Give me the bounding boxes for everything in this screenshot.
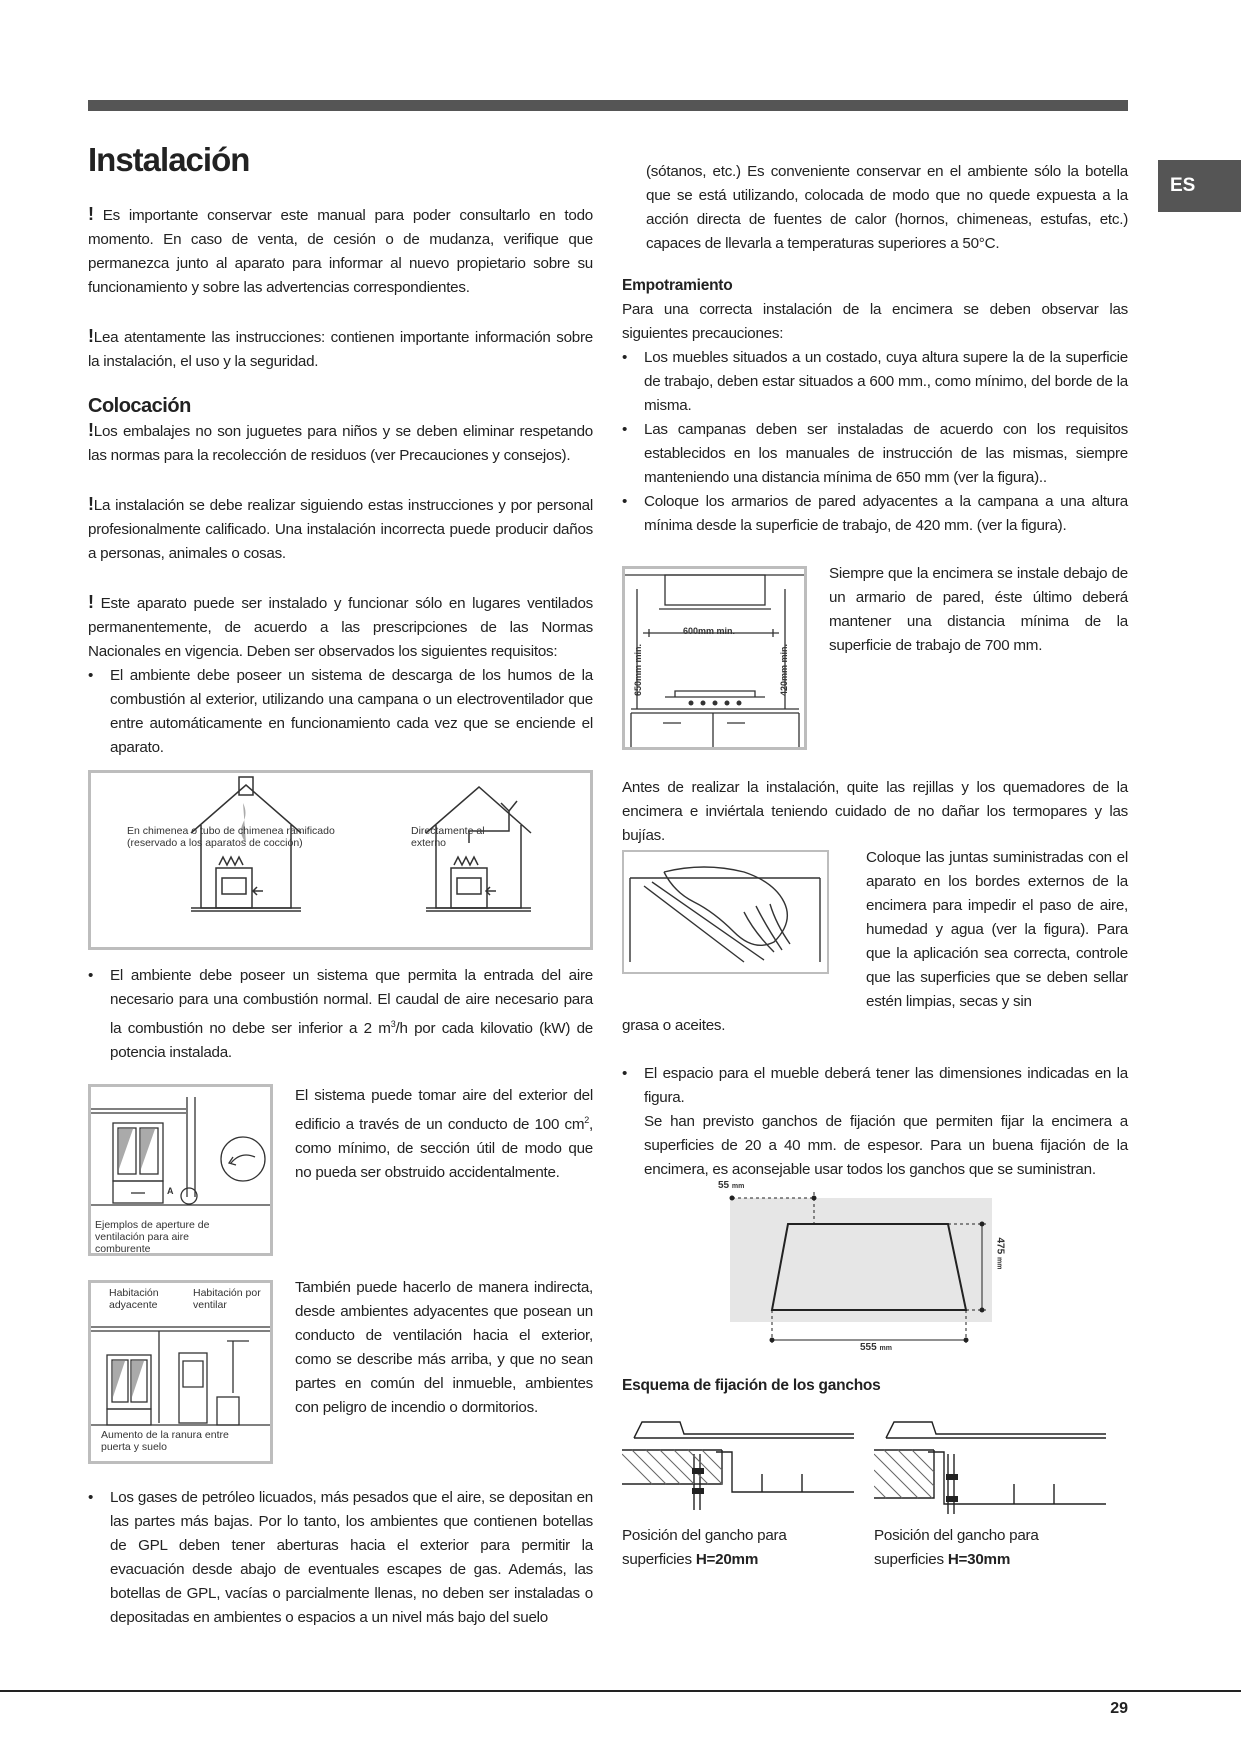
- empotramiento-intro: Para una correcta instalación de la encimera se deben observar las siguientes precauciones:: [622, 301, 1128, 342]
- intro-paragraph-2: !Lea atentamente las instrucciones: contienen importante información sobre la instalación, el uso y la seguridad.: [88, 326, 593, 370]
- furniture-bullet: • El espacio para el mueble deberá tener las dimensiones indicadas en la figura. Se han previsto ganchos de fijación que permiten fijar la encimera a superficies de 20 a 40 mm. de espesor. Para un buena fijación de la encimera, es aconsejable usar todos los ganchos que se suministran.: [622, 1062, 1128, 1182]
- hook-20mm-caption: Posición del gancho para superficies H=20mm: [622, 1527, 787, 1568]
- page-number: 29: [1110, 1700, 1128, 1717]
- requirement-bullet-3: • Los gases de petróleo licuados, más pesados que el aire, se depositan en las partes más bajas. Por lo tanto, los ambientes que contienen botellas de GPL deben tener aberturas hacia el exterior para permitir la evacuación desde abajo de eventuales escapes de gas. Además, las botellas de GPL, vacías o parcialmente llenas, no deben ser instaladas o depositadas en ambientes o espacios a un nivel más bajo del suelo: [88, 1486, 593, 1630]
- dimension-555: 555 mm: [860, 1342, 892, 1353]
- dimension-55: 55 mm: [718, 1180, 745, 1191]
- air-intake-figure: [88, 1084, 273, 1256]
- hooks-heading: Esquema de fijación de los ganchos: [622, 1377, 881, 1394]
- ventilation-caption-direct: Directamente al externo: [411, 825, 485, 849]
- colocacion-paragraph-1: !Los embalajes no son juguetes para niños y se deben eliminar respetando las normas para la recolección de residuos (ver Precauciones y consejos).: [88, 420, 593, 464]
- wall-cabinet-text: Siempre que la encimera se instale debajo de un armario de pared, éste último deberá mantener una distancia mínima de la superficie de trabajo de 700 mm.: [829, 565, 1128, 654]
- seal-illustration: [624, 852, 827, 972]
- air-intake-caption: Ejemplos de aperture de ventilación para aire comburente: [95, 1219, 210, 1255]
- adjacent-room-figure: [88, 1280, 273, 1464]
- before-installation-text: Antes de realizar la instalación, quite las rejillas y los quemadores de la encimera e inviértala teniendo cuidado de no dañar los termopares y las bujías.: [622, 779, 1128, 844]
- left-column-bullet-2: [88, 964, 593, 1065]
- cutout-dimensions-illustration: [712, 1182, 1022, 1354]
- colocacion-paragraph-2: !La instalación se debe realizar siguiendo estas instrucciones y por personal profesionalmente calificado. Una instalación incorrecta puede producir daños a personas, animales o cosas.: [88, 494, 593, 562]
- hook-20mm-figure: [622, 1414, 854, 1518]
- dimension-650: 650mm min.: [633, 643, 643, 696]
- ventilation-caption-chimney: En chimenea o tubo de chimenea ramificado (reservado a los aparatos de cocción): [127, 825, 335, 849]
- language-tab: ES: [1158, 160, 1241, 212]
- empotramiento-bullet-1: • Los muebles situados a un costado, cuya altura supere la de la superficie de trabajo, deben estar situados a 600 mm., como mínimo, del borde de la misma.: [622, 346, 1128, 418]
- right-column-ganchos: [622, 1374, 1128, 1398]
- bottom-rule: [0, 1690, 1241, 1692]
- adjacent-room-text: También puede hacerlo de manera indirecta, desde ambientes adyacentes que posean un conducto de ventilación hacia el exterior, como se describe más arriba, y que no sean partes en común del inmueble, ambientes con peligro de incendio o dormitorios.: [295, 1279, 593, 1416]
- label-adjacent-room: Habitación adyacente: [109, 1287, 159, 1311]
- clearance-figure: [622, 566, 807, 750]
- adjacent-room-caption: Aumento de la ranura entre puerta y suelo: [101, 1429, 229, 1453]
- intro-paragraph-1: ! Es importante conservar este manual para poder consultarlo en todo momento. En caso de venta, de cesión o de mudanza, verifique que permanezca junto al aparato para informar al nuevo propietario sobre su funcionamiento y sobre las advertencias correspondientes.: [88, 204, 593, 296]
- right-column-antes: [622, 776, 1128, 848]
- hook-20mm-illustration: [622, 1414, 854, 1518]
- colocacion-heading: Colocación: [88, 395, 191, 417]
- top-rule: [88, 100, 1128, 111]
- seal-figure: [622, 850, 829, 974]
- page-title: Instalación: [88, 141, 250, 178]
- left-column-bullet-3: [88, 1486, 593, 1630]
- air-intake-text: El sistema puede tomar aire del exterior del edificio a través de un conducto de 100 $cm^2$, como mínimo, de sección útil de modo que no pueda ser obstruido accidentalmente.: [295, 1087, 593, 1182]
- label-room-to-ventilate: Habitación por ventilar: [193, 1287, 261, 1311]
- hook-30mm-caption: Posición del gancho para superficies H=30mm: [874, 1527, 1039, 1568]
- dimension-600: 600mm min.: [683, 626, 736, 636]
- empotramiento-bullet-2: • Las campanas deben ser instaladas de acuerdo con los requisitos establecidos en los manuales de instrucción de las mismas, siempre manteniendo una distancia mínima de 650 mm (ver la figura)..: [622, 418, 1128, 490]
- colocacion-paragraph-3: ! Este aparato puede ser instalado y funcionar sólo en lugares ventilados permanentemente, de acuerdo a las prescripciones de las Normas Nacionales en vigencia. Deben ser observados los siguientes requisitos:: [88, 592, 593, 660]
- seal-text-ending: grasa o aceites.: [622, 1017, 726, 1034]
- empotramiento-heading: Empotramiento: [622, 277, 733, 294]
- air-intake-label-a: A: [167, 1186, 174, 1196]
- hook-30mm-illustration: [874, 1414, 1106, 1518]
- seal-text: Coloque las juntas suministradas con el aparato en los bordes externos de la encimera para impedir el paso de aire, humedad y agua (ver la figura). Para que la aplicación sea correcta, controle que las superficies que se deben sellar estén limpias, secas y sin: [866, 849, 1128, 1010]
- seal-text-end: [622, 1014, 1128, 1038]
- requirement-bullet-2: • El ambiente debe poseer un sistema que permita la entrada del aire necesario para una combustión normal. El caudal de aire necesario para la combustión no debe ser inferior a 2 $m^3/h$ por cada kilovatio (kW) de potencia instalada.: [88, 964, 593, 1065]
- cutout-dimensions-figure: [712, 1182, 1022, 1354]
- left-column: [88, 141, 593, 760]
- hook-30mm-figure: [874, 1414, 1106, 1518]
- ventilation-houses-illustration: [91, 773, 590, 947]
- right-column-mueble: [622, 1062, 1128, 1182]
- dimension-475: 475 mm: [994, 1237, 1006, 1270]
- requirement-bullet-1: • El ambiente debe poseer un sistema de descarga de los humos de la combustión al exterior, utilizando una campana o un electroventilador que entre automáticamente en funcionamiento cada vez que se enciende el aparato.: [88, 664, 593, 760]
- ventilation-figure: [88, 770, 593, 950]
- lpg-continuation: (sótanos, etc.) Es conveniente conservar en el ambiente sólo la botella que se está utilizando, colocada de modo que no quede expuesta a la acción directa de fuentes de calor (hornos, chimeneas, estufas, etc.) capaces de llevarla a temperaturas superiores a 50°C.: [646, 163, 1128, 252]
- dimension-420: 420mm min.: [779, 643, 789, 696]
- right-column: [622, 160, 1128, 538]
- empotramiento-bullet-3: • Coloque los armarios de pared adyacentes a la campana a una altura mínima desde la superficie de trabajo, de 420 mm. (ver la figura).: [622, 490, 1128, 538]
